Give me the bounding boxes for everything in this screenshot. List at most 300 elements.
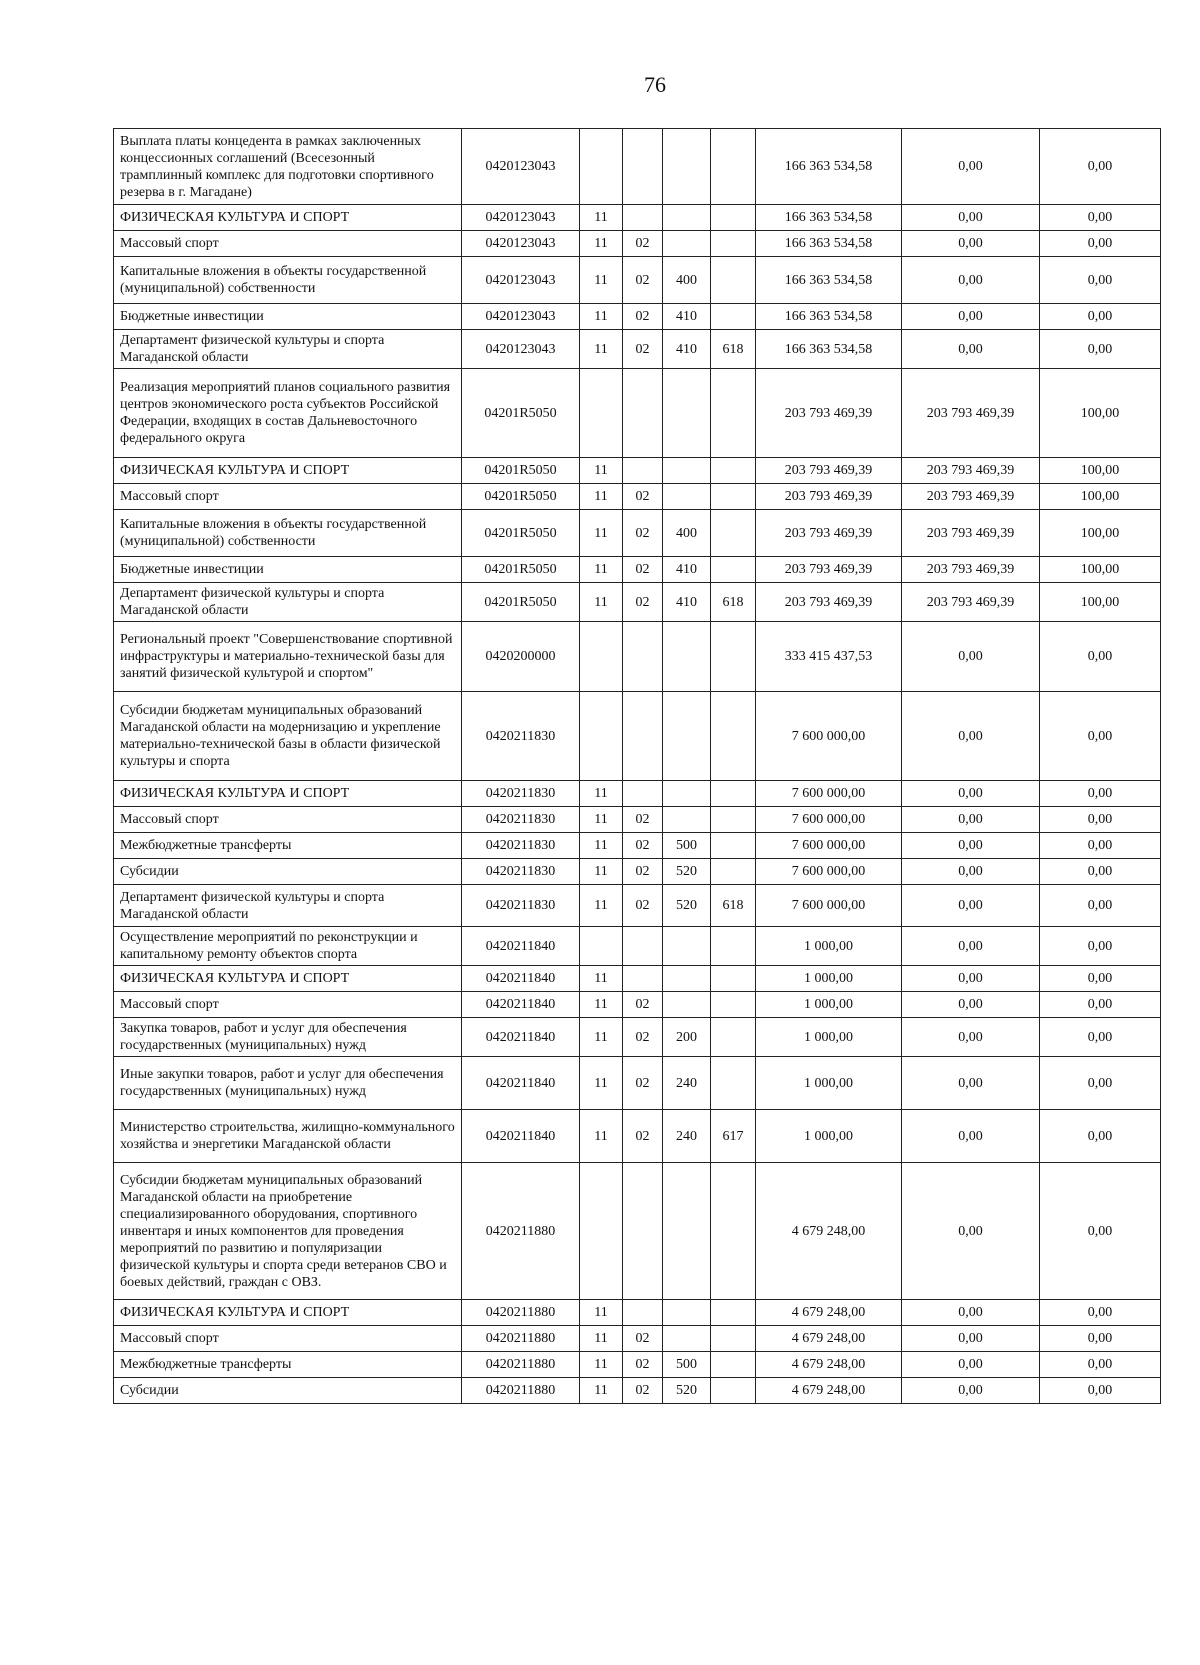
cell-code: 0420123043 bbox=[462, 205, 580, 231]
cell-percent: 0,00 bbox=[1040, 992, 1161, 1018]
cell-percent: 0,00 bbox=[1040, 833, 1161, 859]
cell-plan: 4 679 248,00 bbox=[756, 1326, 902, 1352]
cell-code: 0420211840 bbox=[462, 1110, 580, 1163]
cell-expense-type bbox=[663, 369, 711, 458]
cell-executed: 0,00 bbox=[902, 1352, 1040, 1378]
cell-subsection: 02 bbox=[623, 304, 663, 330]
cell-code: 0420211830 bbox=[462, 885, 580, 927]
cell-code: 0420123043 bbox=[462, 231, 580, 257]
table-row bbox=[114, 369, 1161, 458]
cell-code: 0420211840 bbox=[462, 1057, 580, 1110]
cell-section: 11 bbox=[580, 557, 623, 583]
table-row bbox=[114, 484, 1161, 510]
cell-admin-code bbox=[711, 369, 756, 458]
cell-admin-code bbox=[711, 692, 756, 781]
cell-code: 0420211830 bbox=[462, 692, 580, 781]
cell-name: Департамент физической культуры и спорта Магаданской области bbox=[114, 583, 462, 622]
cell-subsection: 02 bbox=[623, 1378, 663, 1404]
cell-code: 0420211830 bbox=[462, 781, 580, 807]
cell-name: Межбюджетные трансферты bbox=[114, 1352, 462, 1378]
cell-percent: 0,00 bbox=[1040, 1326, 1161, 1352]
cell-section bbox=[580, 927, 623, 966]
cell-section: 11 bbox=[580, 231, 623, 257]
cell-executed: 0,00 bbox=[902, 927, 1040, 966]
cell-executed: 0,00 bbox=[902, 781, 1040, 807]
cell-expense-type bbox=[663, 458, 711, 484]
cell-code: 0420123043 bbox=[462, 304, 580, 330]
cell-subsection bbox=[623, 927, 663, 966]
cell-executed: 0,00 bbox=[902, 692, 1040, 781]
cell-plan: 166 363 534,58 bbox=[756, 304, 902, 330]
cell-plan: 4 679 248,00 bbox=[756, 1163, 902, 1300]
cell-plan: 333 415 437,53 bbox=[756, 622, 902, 692]
cell-name: Бюджетные инвестиции bbox=[114, 304, 462, 330]
cell-admin-code bbox=[711, 992, 756, 1018]
cell-section: 11 bbox=[580, 992, 623, 1018]
table-row bbox=[114, 1378, 1161, 1404]
cell-subsection: 02 bbox=[623, 1326, 663, 1352]
cell-plan: 203 793 469,39 bbox=[756, 484, 902, 510]
cell-executed: 0,00 bbox=[902, 231, 1040, 257]
cell-expense-type: 400 bbox=[663, 257, 711, 304]
cell-executed: 203 793 469,39 bbox=[902, 510, 1040, 557]
cell-code: 04201R5050 bbox=[462, 583, 580, 622]
cell-executed: 0,00 bbox=[902, 859, 1040, 885]
cell-plan: 4 679 248,00 bbox=[756, 1352, 902, 1378]
cell-executed: 0,00 bbox=[902, 807, 1040, 833]
cell-expense-type bbox=[663, 927, 711, 966]
table-row bbox=[114, 1326, 1161, 1352]
cell-executed: 203 793 469,39 bbox=[902, 458, 1040, 484]
cell-plan: 166 363 534,58 bbox=[756, 129, 902, 205]
cell-section bbox=[580, 692, 623, 781]
cell-admin-code bbox=[711, 1163, 756, 1300]
cell-subsection bbox=[623, 1163, 663, 1300]
cell-percent: 0,00 bbox=[1040, 1057, 1161, 1110]
cell-subsection bbox=[623, 622, 663, 692]
cell-expense-type: 400 bbox=[663, 510, 711, 557]
cell-subsection: 02 bbox=[623, 484, 663, 510]
cell-expense-type: 500 bbox=[663, 833, 711, 859]
cell-expense-type bbox=[663, 205, 711, 231]
cell-expense-type: 500 bbox=[663, 1352, 711, 1378]
cell-name: Министерство строительства, жилищно-коммунального хозяйства и энергетики Магаданской области bbox=[114, 1110, 462, 1163]
cell-percent: 0,00 bbox=[1040, 859, 1161, 885]
cell-subsection: 02 bbox=[623, 257, 663, 304]
cell-executed: 0,00 bbox=[902, 622, 1040, 692]
cell-executed: 0,00 bbox=[902, 1326, 1040, 1352]
cell-expense-type: 520 bbox=[663, 885, 711, 927]
cell-section: 11 bbox=[580, 1378, 623, 1404]
cell-section: 11 bbox=[580, 807, 623, 833]
cell-percent: 0,00 bbox=[1040, 129, 1161, 205]
cell-executed: 0,00 bbox=[902, 330, 1040, 369]
table-row bbox=[114, 1163, 1161, 1300]
cell-percent: 0,00 bbox=[1040, 257, 1161, 304]
cell-section: 11 bbox=[580, 205, 623, 231]
cell-percent: 0,00 bbox=[1040, 1110, 1161, 1163]
page-number: 76 bbox=[644, 72, 666, 97]
cell-section: 11 bbox=[580, 1057, 623, 1110]
cell-expense-type bbox=[663, 622, 711, 692]
cell-section: 11 bbox=[580, 257, 623, 304]
cell-executed: 0,00 bbox=[902, 1110, 1040, 1163]
cell-percent: 100,00 bbox=[1040, 557, 1161, 583]
cell-code: 0420211830 bbox=[462, 833, 580, 859]
cell-code: 04201R5050 bbox=[462, 510, 580, 557]
cell-plan: 203 793 469,39 bbox=[756, 583, 902, 622]
cell-name: Иные закупки товаров, работ и услуг для обеспечения государственных (муниципальных) нужд bbox=[114, 1057, 462, 1110]
cell-plan: 166 363 534,58 bbox=[756, 330, 902, 369]
cell-admin-code bbox=[711, 231, 756, 257]
cell-admin-code bbox=[711, 859, 756, 885]
table-row bbox=[114, 1057, 1161, 1110]
cell-expense-type: 410 bbox=[663, 557, 711, 583]
cell-plan: 1 000,00 bbox=[756, 966, 902, 992]
cell-plan: 7 600 000,00 bbox=[756, 692, 902, 781]
cell-executed: 0,00 bbox=[902, 129, 1040, 205]
cell-section bbox=[580, 622, 623, 692]
cell-subsection: 02 bbox=[623, 992, 663, 1018]
table-row bbox=[114, 992, 1161, 1018]
cell-section: 11 bbox=[580, 966, 623, 992]
cell-name: Массовый спорт bbox=[114, 231, 462, 257]
cell-admin-code bbox=[711, 833, 756, 859]
cell-expense-type bbox=[663, 231, 711, 257]
cell-admin-code bbox=[711, 129, 756, 205]
table-row bbox=[114, 859, 1161, 885]
table-row bbox=[114, 781, 1161, 807]
cell-executed: 203 793 469,39 bbox=[902, 369, 1040, 458]
cell-section bbox=[580, 369, 623, 458]
cell-percent: 0,00 bbox=[1040, 1018, 1161, 1057]
table-row bbox=[114, 1352, 1161, 1378]
cell-section: 11 bbox=[580, 484, 623, 510]
cell-admin-code bbox=[711, 1018, 756, 1057]
cell-code: 0420211840 bbox=[462, 992, 580, 1018]
cell-expense-type bbox=[663, 484, 711, 510]
table-row bbox=[114, 257, 1161, 304]
table-row bbox=[114, 807, 1161, 833]
table-row bbox=[114, 583, 1161, 622]
cell-percent: 100,00 bbox=[1040, 583, 1161, 622]
cell-admin-code: 618 bbox=[711, 885, 756, 927]
cell-executed: 0,00 bbox=[902, 1378, 1040, 1404]
cell-name: ФИЗИЧЕСКАЯ КУЛЬТУРА И СПОРТ bbox=[114, 966, 462, 992]
cell-code: 0420211830 bbox=[462, 807, 580, 833]
cell-percent: 100,00 bbox=[1040, 510, 1161, 557]
cell-code: 0420211830 bbox=[462, 859, 580, 885]
cell-subsection: 02 bbox=[623, 1057, 663, 1110]
cell-admin-code bbox=[711, 557, 756, 583]
cell-admin-code bbox=[711, 458, 756, 484]
cell-code: 0420123043 bbox=[462, 257, 580, 304]
cell-name: Бюджетные инвестиции bbox=[114, 557, 462, 583]
cell-plan: 203 793 469,39 bbox=[756, 557, 902, 583]
cell-plan: 1 000,00 bbox=[756, 1057, 902, 1110]
cell-subsection bbox=[623, 692, 663, 781]
cell-plan: 7 600 000,00 bbox=[756, 781, 902, 807]
cell-section: 11 bbox=[580, 1110, 623, 1163]
table-row bbox=[114, 205, 1161, 231]
cell-name: Массовый спорт bbox=[114, 807, 462, 833]
cell-percent: 0,00 bbox=[1040, 885, 1161, 927]
cell-section: 11 bbox=[580, 1300, 623, 1326]
cell-executed: 0,00 bbox=[902, 966, 1040, 992]
cell-name: Реализация мероприятий планов социального развития центров экономического роста субъектов Российской Федерации, входящих в состав Дальневосточного федерального округа bbox=[114, 369, 462, 458]
cell-section: 11 bbox=[580, 1326, 623, 1352]
cell-section: 11 bbox=[580, 781, 623, 807]
cell-subsection: 02 bbox=[623, 885, 663, 927]
cell-admin-code bbox=[711, 510, 756, 557]
cell-expense-type: 240 bbox=[663, 1110, 711, 1163]
cell-code: 0420211840 bbox=[462, 1018, 580, 1057]
cell-plan: 4 679 248,00 bbox=[756, 1300, 902, 1326]
cell-plan: 203 793 469,39 bbox=[756, 369, 902, 458]
cell-name: Межбюджетные трансферты bbox=[114, 833, 462, 859]
cell-name: Массовый спорт bbox=[114, 992, 462, 1018]
cell-name: ФИЗИЧЕСКАЯ КУЛЬТУРА И СПОРТ bbox=[114, 781, 462, 807]
cell-executed: 0,00 bbox=[902, 257, 1040, 304]
cell-subsection bbox=[623, 458, 663, 484]
cell-subsection: 02 bbox=[623, 231, 663, 257]
table-row bbox=[114, 1110, 1161, 1163]
cell-expense-type bbox=[663, 1163, 711, 1300]
cell-plan: 1 000,00 bbox=[756, 927, 902, 966]
cell-executed: 0,00 bbox=[902, 205, 1040, 231]
cell-subsection: 02 bbox=[623, 1352, 663, 1378]
cell-section: 11 bbox=[580, 1352, 623, 1378]
cell-name: Выплата платы концедента в рамках заключенных концессионных соглашений (Всесезонный трамплинный комплекс для подготовки спортивного резерва в г. Магадане) bbox=[114, 129, 462, 205]
cell-expense-type bbox=[663, 781, 711, 807]
cell-name: ФИЗИЧЕСКАЯ КУЛЬТУРА И СПОРТ bbox=[114, 205, 462, 231]
cell-name: ФИЗИЧЕСКАЯ КУЛЬТУРА И СПОРТ bbox=[114, 458, 462, 484]
cell-expense-type bbox=[663, 966, 711, 992]
cell-code: 0420211880 bbox=[462, 1352, 580, 1378]
cell-percent: 0,00 bbox=[1040, 966, 1161, 992]
cell-subsection: 02 bbox=[623, 1018, 663, 1057]
cell-expense-type: 520 bbox=[663, 1378, 711, 1404]
cell-expense-type: 410 bbox=[663, 304, 711, 330]
cell-plan: 1 000,00 bbox=[756, 1110, 902, 1163]
cell-subsection bbox=[623, 129, 663, 205]
cell-name: Департамент физической культуры и спорта Магаданской области bbox=[114, 330, 462, 369]
cell-section: 11 bbox=[580, 885, 623, 927]
cell-plan: 166 363 534,58 bbox=[756, 205, 902, 231]
cell-name: Субсидии бюджетам муниципальных образований Магаданской области на модернизацию и укрепление материально-технической базы в области физической культуры и спорта bbox=[114, 692, 462, 781]
cell-executed: 0,00 bbox=[902, 1018, 1040, 1057]
cell-section: 11 bbox=[580, 583, 623, 622]
cell-expense-type bbox=[663, 692, 711, 781]
cell-admin-code bbox=[711, 484, 756, 510]
cell-percent: 100,00 bbox=[1040, 484, 1161, 510]
cell-executed: 203 793 469,39 bbox=[902, 583, 1040, 622]
cell-admin-code bbox=[711, 1378, 756, 1404]
cell-percent: 0,00 bbox=[1040, 807, 1161, 833]
table-row bbox=[114, 330, 1161, 369]
cell-subsection bbox=[623, 205, 663, 231]
cell-subsection: 02 bbox=[623, 583, 663, 622]
cell-subsection: 02 bbox=[623, 833, 663, 859]
cell-executed: 0,00 bbox=[902, 1057, 1040, 1110]
cell-name: Массовый спорт bbox=[114, 484, 462, 510]
cell-percent: 0,00 bbox=[1040, 1300, 1161, 1326]
cell-executed: 0,00 bbox=[902, 304, 1040, 330]
cell-admin-code bbox=[711, 927, 756, 966]
cell-admin-code: 618 bbox=[711, 330, 756, 369]
cell-plan: 1 000,00 bbox=[756, 992, 902, 1018]
table-row bbox=[114, 304, 1161, 330]
cell-code: 0420211880 bbox=[462, 1378, 580, 1404]
cell-expense-type bbox=[663, 992, 711, 1018]
cell-subsection: 02 bbox=[623, 1110, 663, 1163]
table-row bbox=[114, 692, 1161, 781]
cell-name: Осуществление мероприятий по реконструкции и капитальному ремонту объектов спорта bbox=[114, 927, 462, 966]
cell-percent: 0,00 bbox=[1040, 622, 1161, 692]
budget-table bbox=[113, 128, 1161, 1404]
cell-executed: 0,00 bbox=[902, 1163, 1040, 1300]
cell-executed: 0,00 bbox=[902, 885, 1040, 927]
cell-subsection bbox=[623, 781, 663, 807]
cell-percent: 0,00 bbox=[1040, 781, 1161, 807]
cell-admin-code bbox=[711, 781, 756, 807]
cell-expense-type: 410 bbox=[663, 583, 711, 622]
cell-plan: 4 679 248,00 bbox=[756, 1378, 902, 1404]
cell-code: 04201R5050 bbox=[462, 458, 580, 484]
cell-subsection: 02 bbox=[623, 330, 663, 369]
cell-percent: 0,00 bbox=[1040, 231, 1161, 257]
table-row bbox=[114, 966, 1161, 992]
cell-plan: 7 600 000,00 bbox=[756, 885, 902, 927]
cell-expense-type: 520 bbox=[663, 859, 711, 885]
cell-expense-type bbox=[663, 1326, 711, 1352]
cell-expense-type: 410 bbox=[663, 330, 711, 369]
cell-percent: 0,00 bbox=[1040, 1352, 1161, 1378]
cell-executed: 0,00 bbox=[902, 992, 1040, 1018]
cell-percent: 100,00 bbox=[1040, 458, 1161, 484]
cell-code: 0420211880 bbox=[462, 1326, 580, 1352]
table-row bbox=[114, 231, 1161, 257]
cell-name: Субсидии bbox=[114, 1378, 462, 1404]
cell-code: 0420211840 bbox=[462, 927, 580, 966]
table-row bbox=[114, 833, 1161, 859]
cell-section bbox=[580, 1163, 623, 1300]
cell-subsection: 02 bbox=[623, 807, 663, 833]
cell-percent: 0,00 bbox=[1040, 1163, 1161, 1300]
table-row bbox=[114, 1018, 1161, 1057]
cell-percent: 0,00 bbox=[1040, 927, 1161, 966]
cell-code: 0420211880 bbox=[462, 1300, 580, 1326]
table-row bbox=[114, 885, 1161, 927]
cell-code: 0420211880 bbox=[462, 1163, 580, 1300]
cell-plan: 7 600 000,00 bbox=[756, 833, 902, 859]
table-row bbox=[114, 622, 1161, 692]
cell-subsection bbox=[623, 369, 663, 458]
cell-code: 0420211840 bbox=[462, 966, 580, 992]
cell-admin-code: 618 bbox=[711, 583, 756, 622]
cell-expense-type bbox=[663, 807, 711, 833]
cell-admin-code bbox=[711, 1057, 756, 1110]
cell-section: 11 bbox=[580, 833, 623, 859]
cell-executed: 203 793 469,39 bbox=[902, 557, 1040, 583]
table-row bbox=[114, 129, 1161, 205]
cell-code: 0420123043 bbox=[462, 129, 580, 205]
cell-name: Субсидии бюджетам муниципальных образований Магаданской области на приобретение специализированного оборудования, спортивного инвентаря и иных компонентов для проведения мероприятий по развитию и популяризации физической культуры и спорта среди ветеранов СВО и боевых действий, граждан с ОВЗ. bbox=[114, 1163, 462, 1300]
cell-expense-type bbox=[663, 129, 711, 205]
cell-code: 04201R5050 bbox=[462, 484, 580, 510]
cell-expense-type: 200 bbox=[663, 1018, 711, 1057]
table-row bbox=[114, 458, 1161, 484]
cell-subsection bbox=[623, 966, 663, 992]
cell-expense-type bbox=[663, 1300, 711, 1326]
cell-name: Субсидии bbox=[114, 859, 462, 885]
cell-name: ФИЗИЧЕСКАЯ КУЛЬТУРА И СПОРТ bbox=[114, 1300, 462, 1326]
cell-name: Департамент физической культуры и спорта Магаданской области bbox=[114, 885, 462, 927]
table-body bbox=[114, 129, 1161, 1404]
cell-section: 11 bbox=[580, 510, 623, 557]
cell-expense-type: 240 bbox=[663, 1057, 711, 1110]
cell-name: Массовый спорт bbox=[114, 1326, 462, 1352]
cell-executed: 0,00 bbox=[902, 1300, 1040, 1326]
cell-code: 0420200000 bbox=[462, 622, 580, 692]
cell-percent: 0,00 bbox=[1040, 692, 1161, 781]
cell-admin-code bbox=[711, 1352, 756, 1378]
cell-section bbox=[580, 129, 623, 205]
cell-percent: 0,00 bbox=[1040, 304, 1161, 330]
cell-percent: 0,00 bbox=[1040, 1378, 1161, 1404]
cell-percent: 0,00 bbox=[1040, 205, 1161, 231]
cell-plan: 7 600 000,00 bbox=[756, 807, 902, 833]
cell-plan: 203 793 469,39 bbox=[756, 510, 902, 557]
cell-admin-code bbox=[711, 304, 756, 330]
cell-admin-code bbox=[711, 1326, 756, 1352]
cell-section: 11 bbox=[580, 330, 623, 369]
cell-section: 11 bbox=[580, 1018, 623, 1057]
cell-admin-code bbox=[711, 966, 756, 992]
cell-name: Капитальные вложения в объекты государственной (муниципальной) собственности bbox=[114, 510, 462, 557]
cell-section: 11 bbox=[580, 458, 623, 484]
cell-code: 04201R5050 bbox=[462, 369, 580, 458]
cell-admin-code bbox=[711, 257, 756, 304]
cell-admin-code bbox=[711, 622, 756, 692]
cell-executed: 0,00 bbox=[902, 833, 1040, 859]
cell-code: 0420123043 bbox=[462, 330, 580, 369]
cell-admin-code bbox=[711, 1300, 756, 1326]
table-row bbox=[114, 927, 1161, 966]
cell-admin-code: 617 bbox=[711, 1110, 756, 1163]
cell-name: Капитальные вложения в объекты государственной (муниципальной) собственности bbox=[114, 257, 462, 304]
cell-plan: 166 363 534,58 bbox=[756, 231, 902, 257]
cell-name: Закупка товаров, работ и услуг для обеспечения государственных (муниципальных) нужд bbox=[114, 1018, 462, 1057]
cell-executed: 203 793 469,39 bbox=[902, 484, 1040, 510]
table-row bbox=[114, 557, 1161, 583]
cell-plan: 166 363 534,58 bbox=[756, 257, 902, 304]
cell-subsection: 02 bbox=[623, 557, 663, 583]
cell-plan: 7 600 000,00 bbox=[756, 859, 902, 885]
cell-section: 11 bbox=[580, 304, 623, 330]
table-row bbox=[114, 510, 1161, 557]
cell-percent: 100,00 bbox=[1040, 369, 1161, 458]
cell-name: Региональный проект "Совершенствование спортивной инфраструктуры и материально-технической базы для занятий физической культурой и спортом" bbox=[114, 622, 462, 692]
cell-admin-code bbox=[711, 205, 756, 231]
cell-section: 11 bbox=[580, 859, 623, 885]
cell-code: 04201R5050 bbox=[462, 557, 580, 583]
cell-admin-code bbox=[711, 807, 756, 833]
cell-subsection bbox=[623, 1300, 663, 1326]
cell-subsection: 02 bbox=[623, 510, 663, 557]
cell-percent: 0,00 bbox=[1040, 330, 1161, 369]
cell-plan: 203 793 469,39 bbox=[756, 458, 902, 484]
